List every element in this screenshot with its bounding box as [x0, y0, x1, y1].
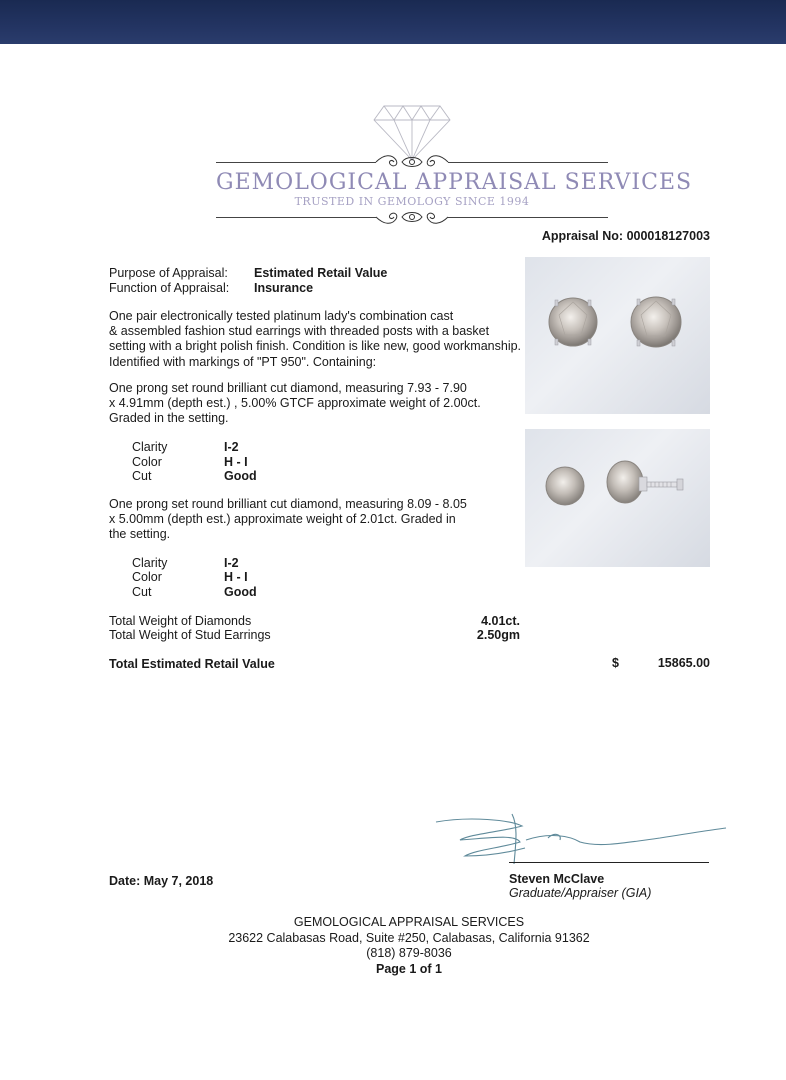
appraiser-name: Steven McClave [509, 872, 605, 886]
footer-phone: (818) 879-8036 [366, 946, 452, 960]
logo-rule-bottom-right [448, 217, 608, 218]
appraisal-no-value: 000018127003 [626, 229, 710, 243]
description-line: One prong set round brilliant cut diamond, measuring 7.93 - 7.90 [109, 381, 467, 395]
earrings-photo-front [525, 257, 710, 414]
clarity-label: Clarity [132, 440, 168, 454]
total-diamonds-label: Total Weight of Diamonds [109, 614, 252, 628]
company-logo-title: GEMOLOGICAL APPRAISAL SERVICES [216, 170, 693, 195]
color-label: Color [132, 570, 162, 584]
cut-label: Cut [132, 469, 152, 483]
scroll-ornament-bottom [374, 207, 450, 227]
color-value: H - I [224, 570, 248, 584]
company-tagline: TRUSTED IN GEMOLOGY SINCE 1994 [294, 195, 530, 208]
description-line: Graded in the setting. [109, 411, 229, 426]
description-line: x 5.00mm (depth est.) approximate weight of 2.01ct. Graded in [109, 512, 456, 527]
appraiser-title: Graduate/Appraiser (GIA) [509, 886, 652, 900]
description-line: One prong set round brilliant cut diamond, measuring 8.09 - 8.05 [109, 497, 467, 511]
cut-value: Good [224, 585, 257, 599]
total-earrings-label: Total Weight of Stud Earrings [109, 628, 271, 642]
earrings-photo-side [525, 429, 710, 567]
total-retail-label: Total Estimated Retail Value [109, 657, 275, 671]
logo-rule-bottom-left [216, 217, 376, 218]
scroll-ornament [374, 152, 450, 172]
signature-line [509, 862, 709, 863]
purpose-value: Estimated Retail Value [254, 266, 388, 280]
function-value: Insurance [254, 281, 314, 295]
item-description [109, 309, 529, 370]
description-line: the setting. [109, 527, 171, 542]
cut-value: Good [224, 469, 257, 483]
appraisal-date: Date: May 7, 2018 [109, 874, 214, 888]
clarity-label: Clarity [132, 556, 168, 570]
color-label: Color [132, 455, 162, 469]
currency-symbol: $ [612, 656, 619, 670]
footer-company: GEMOLOGICAL APPRAISAL SERVICES [293, 915, 525, 929]
description-line: One pair electronically tested platinum lady's combination cast [109, 309, 454, 323]
description-line: setting with a bright polish finish. Condition is like new, good workmanship. [109, 339, 522, 354]
description-line: & assembled fashion stud earrings with threaded posts with a basket [109, 324, 490, 339]
function-label: Function of Appraisal: [109, 281, 230, 295]
footer-address: 23622 Calabasas Road, Suite #250, Calabasas, California 91362 [228, 930, 590, 945]
appraisal-number [430, 229, 710, 244]
appraisal-no-label: Appraisal No: [541, 229, 624, 243]
description-line: Identified with markings of "PT 950". Containing: [109, 354, 377, 369]
diamond-1-description [109, 381, 529, 427]
clarity-value: I-2 [224, 440, 239, 454]
diamond-stud-image [525, 257, 710, 414]
footer [109, 915, 709, 977]
total-diamonds-value: 4.01ct. [481, 614, 520, 628]
purpose-label: Purpose of Appraisal: [109, 266, 228, 280]
description-line: x 4.91mm (depth est.) , 5.00% GTCF approximate weight of 2.00ct. [109, 396, 481, 411]
header-band [0, 0, 786, 44]
page-number: Page 1 of 1 [376, 961, 442, 976]
cut-label: Cut [132, 585, 152, 599]
clarity-value: I-2 [224, 556, 239, 570]
diamond-stud-side-image [525, 429, 710, 567]
logo-rule-top-left [216, 162, 376, 163]
diamond-2-description [109, 497, 529, 543]
color-value: H - I [224, 455, 248, 469]
total-earrings-value: 2.50gm [476, 628, 520, 642]
logo-rule-top-right [448, 162, 608, 163]
total-retail-value: 15865.00 [657, 656, 710, 670]
